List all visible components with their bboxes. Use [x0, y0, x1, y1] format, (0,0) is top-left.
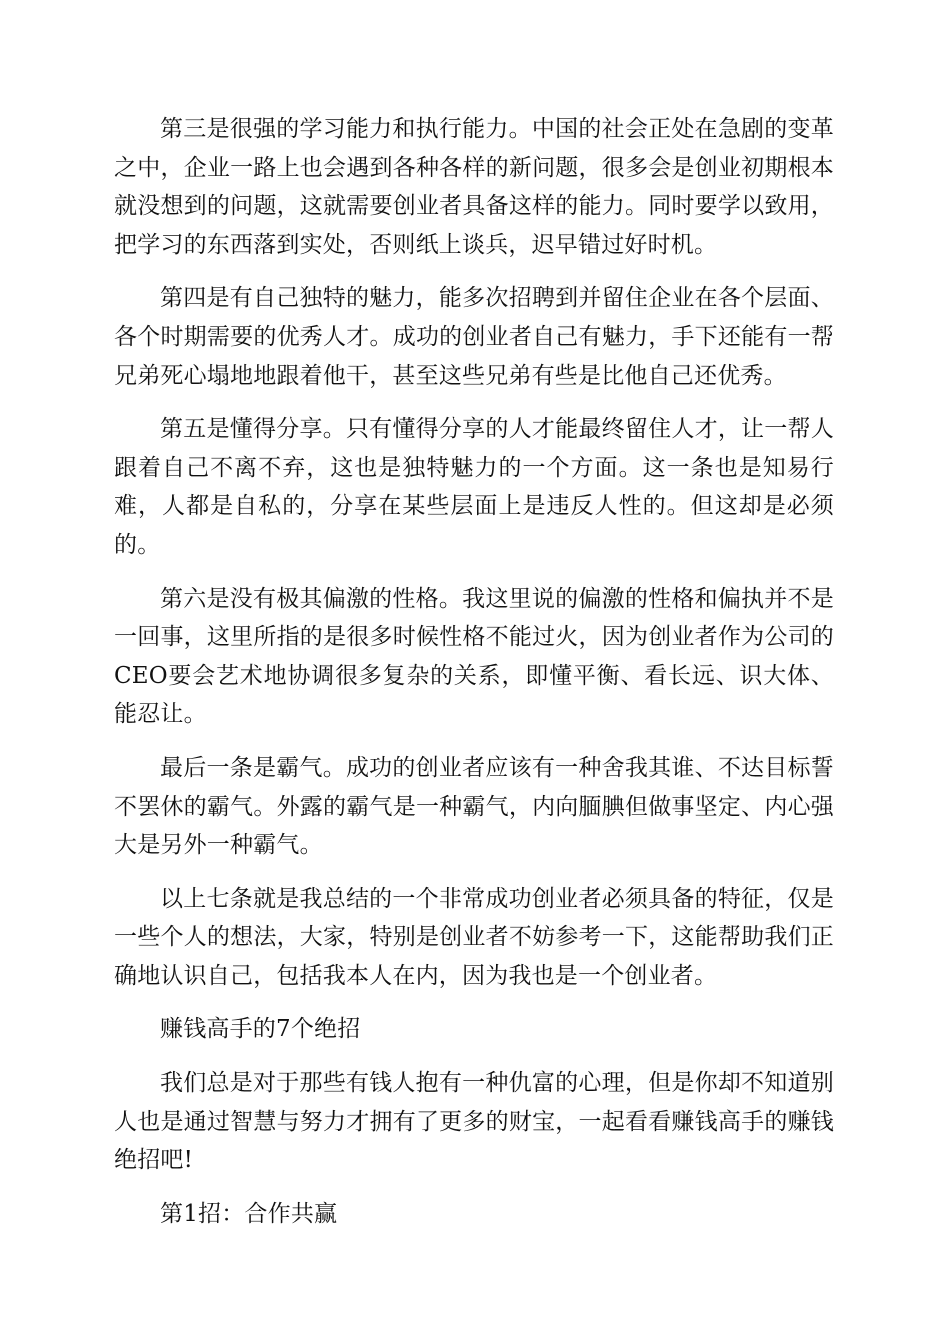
- paragraph-dominance: 最后一条是霸气。成功的创业者应该有一种舍我其谁、不达目标誓不罢休的霸气。外露的霸气是一种霸气，内向腼腆但做事坚定、内心强大是另外一种霸气。: [114, 754, 834, 859]
- paragraph-sharing: 第五是懂得分享。只有懂得分享的人才能最终留住人才，让一帮人跟着自己不离不弃，这也是独特魅力的一个方面。这一条也是知易行难，人都是自私的，分享在某些层面上是违反人性的。但这却是必须的。: [114, 416, 834, 558]
- section-heading: 赚钱高手的7个绝招: [160, 1016, 361, 1043]
- paragraph-charisma: 第四是有自己独特的魅力，能多次招聘到并留住企业在各个层面、各个时期需要的优秀人才。成功的创业者自己有魅力，手下还能有一帮兄弟死心塌地地跟着他干，甚至这些兄弟有些是比他自己还优秀。: [114, 285, 834, 389]
- paragraph-temperament: 第六是没有极其偏激的性格。我这里说的偏激的性格和偏执并不是一回事，这里所指的是很多时候性格不能过火，因为创业者作为公司的CEO要会艺术地协调很多复杂的关系，即懂平衡、看长远、识大体、能忍让。: [114, 585, 834, 728]
- paragraph-summary: 以上七条就是我总结的一个非常成功创业者必须具备的特征，仅是一些个人的想法，大家，特别是创业者不妨参考一下，这能帮助我们正确地认识自己，包括我本人在内，因为我也是一个创业者。: [114, 885, 834, 989]
- subheading-tip-1: 第1招：合作共赢: [160, 1200, 338, 1227]
- paragraph-learning-execution: 第三是很强的学习能力和执行能力。中国的社会正处在急剧的变革之中，企业一路上也会遇到各种各样的新问题，很多会是创业初期根本就没想到的问题，这就需要创业者具备这样的能力。同时要学以致用，把学习的东西落到实处，否则纸上谈兵，迟早错过好时机。: [114, 116, 834, 258]
- paragraph-intro: 我们总是对于那些有钱人抱有一种仇富的心理，但是你却不知道别人也是通过智慧与努力才拥有了更多的财宝，一起看看赚钱高手的赚钱绝招吧!: [114, 1070, 834, 1174]
- document-body: [114, 110, 834, 1248]
